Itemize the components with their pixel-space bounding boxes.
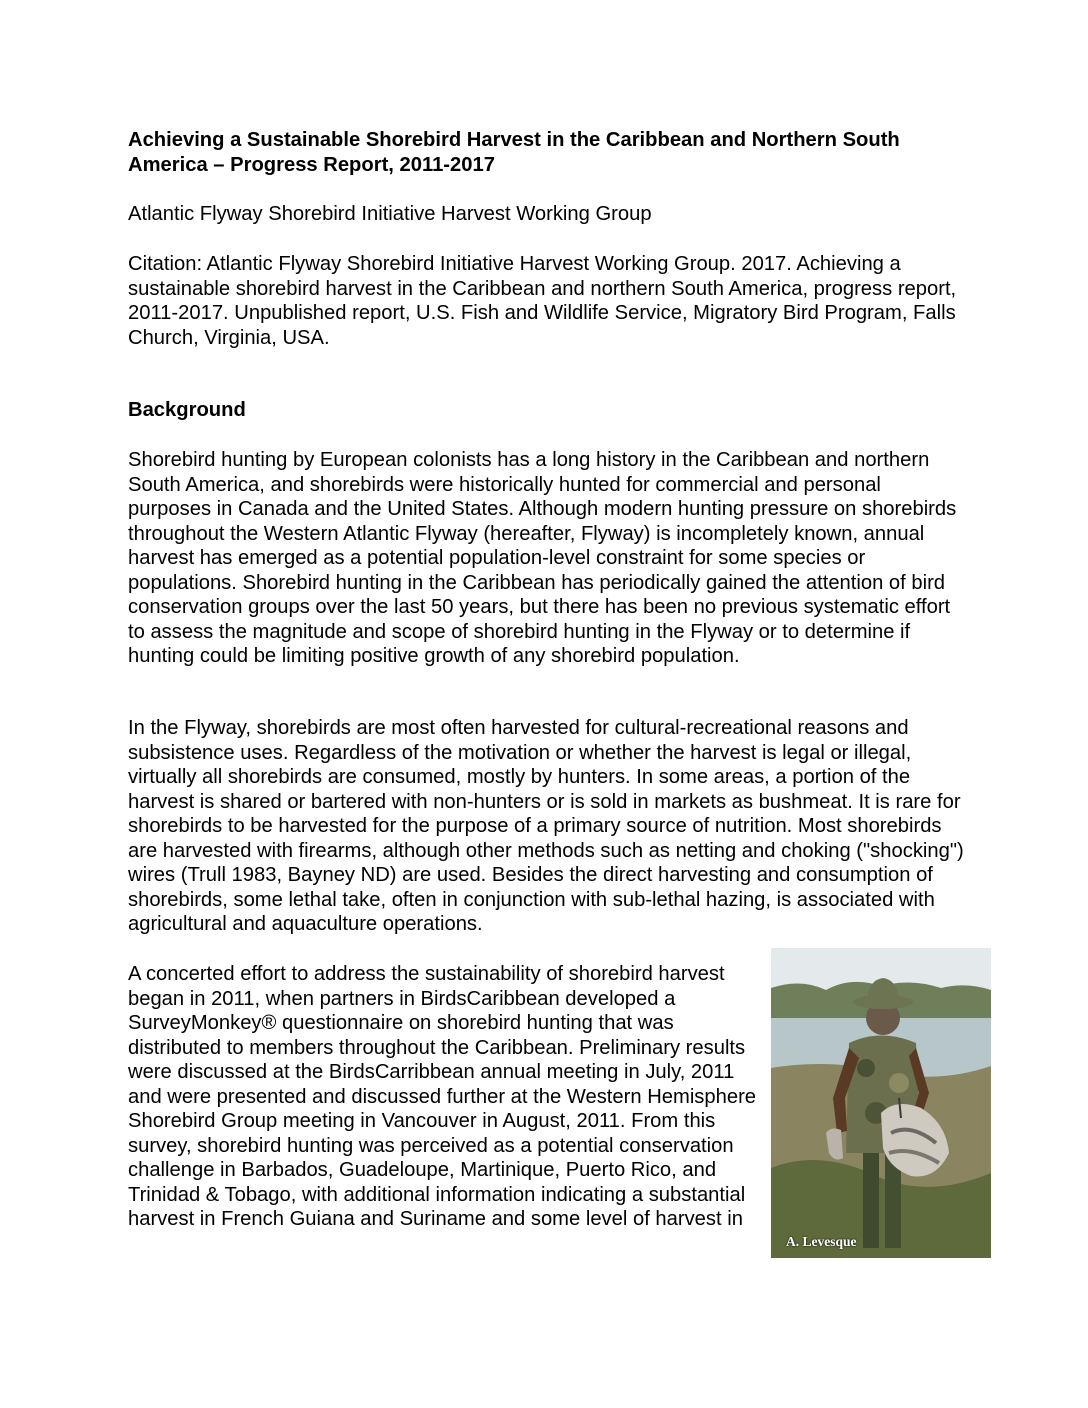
author-line: Atlantic Flyway Shorebird Initiative Harvest Working Group xyxy=(128,203,652,225)
title-line-2: America – Progress Report, 2011-2017 xyxy=(128,153,495,176)
paragraph-3: A concerted effort to address the sustainability of shorebird harvest began in 2011, when partners in BirdsCaribbean developed a SurveyMonkey® questionnaire on shorebird hunting that was distributed to members throughout the Caribbean. Preliminary results were discussed at the BirdsCarribbean annual meeting in July, 2011 and were presented and discussed further at the Western Hemisphere Shorebird Group meeting in Vancouver in August, 2011. From this survey, shorebird hunting was perceived as a potential conservation challenge in Barbados, Guadeloupe, Martinique, Puerto Rico, and Trinidad & Tobago, with additional information indicating a substantial harvest in French Guiana and Suriname and some level of harvest in xyxy=(128,963,757,1230)
photo-credit: A. Levesque xyxy=(786,1234,857,1249)
citation: Citation: Atlantic Flyway Shorebird Initiative Harvest Working Group. 2017. Achieving a sustainable shorebird harvest in the Caribbean and northern South America, progress report, 2011-2017. Unpublished report, U.S. Fish and Wildlife Service, Migratory Bird Program, Falls Church, Virginia, USA. xyxy=(128,253,957,349)
document-title xyxy=(128,128,968,177)
paragraph-1: Shorebird hunting by European colonists has a long history in the Caribbean and northern South America, and shorebirds were historically hunted for commercial and personal purposes in Canada and the United States. Although modern hunting pressure on shorebirds throughout the Western Atlantic Flyway (hereafter, Flyway) is incompletely known, annual harvest has emerged as a potential population-level constraint for some species or populations. Shorebird hunting in the Caribbean has periodically gained the attention of bird conservation groups over the last 50 years, but there has been no previous systematic effort to assess the magnitude and scope of shorebird hunting in the Flyway or to determine if hunting could be limiting positive growth of any shorebird population. xyxy=(128,449,957,667)
section-heading: Background xyxy=(128,399,246,421)
hunter-photo xyxy=(771,948,991,1258)
paragraph-2: In the Flyway, shorebirds are most often harvested for cultural-recreational reasons and subsistence uses. Regardless of the motivation or whether the harvest is legal or illegal, virtually all shorebirds are consumed, mostly by hunters. In some areas, a portion of the harvest is shared or bartered with non-hunters or is sold in markets as bushmeat. It is rare for shorebirds to be harvested for the purpose of a primary source of nutrition. Most shorebirds are harvested with firearms, although other methods such as netting and choking ("shocking") wires (Trull 1983, Bayney ND) are used. Besides the direct harvesting and consumption of shorebirds, some lethal take, often in conjunction with sub-lethal hazing, is associated with agricultural and aquaculture operations. xyxy=(128,717,964,935)
title-line-1: Achieving a Sustainable Shorebird Harvest in the Caribbean and Northern South xyxy=(128,129,900,151)
photo-illustration xyxy=(771,948,991,1258)
